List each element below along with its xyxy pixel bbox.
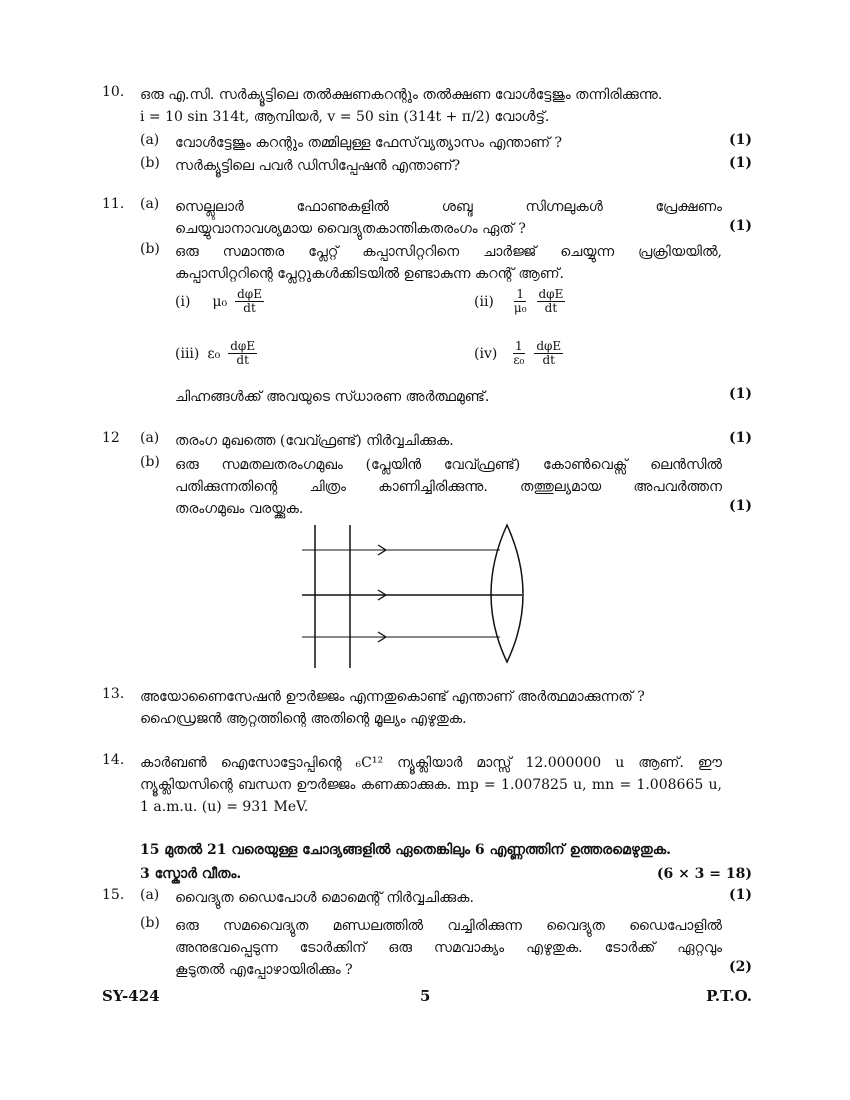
question-number: 14.	[102, 752, 125, 768]
question-text: അയോണൈസേഷൻ ഊർജ്ജം എന്നതുകൊണ്ട് എന്താണ് അർത്ഥമാക്കുന്നത് ?	[140, 689, 645, 705]
marks: (1)	[729, 430, 752, 446]
section-total: (6 × 3 = 18)	[656, 866, 752, 882]
marks: (1)	[729, 386, 752, 402]
marks: (1)	[729, 218, 752, 234]
part-label: (b)	[140, 155, 160, 171]
symbols-note: ചിഹ്നങ്ങൾക്ക് അവയുടെ സ്ധാരണ അർത്ഥമുണ്ട്.	[175, 389, 490, 405]
marks: (2)	[729, 959, 752, 975]
part-a-text: വൈദ്യുത ഡൈപോൾ മൊമെന്റ് നിർവ്വചിക്കുക.	[175, 890, 474, 906]
marks: (1)	[729, 155, 752, 171]
question-11	[102, 196, 752, 411]
question-number: 12	[102, 430, 120, 446]
marks: (1)	[729, 132, 752, 148]
part-label: (b)	[140, 454, 160, 470]
pto-label: P.T.O.	[706, 987, 752, 1005]
part-a-text: സെല്ലുലാർ ഫോണുകളിൽ ശബ്ദ സിഗ്നലുകൾ പ്രേക്ഷണം ചെയ്യുവാനാവശ്യമായ വൈദ്യുതകാന്തികതരംഗം ഏത് ?	[175, 199, 722, 237]
question-text: കാർബൺ ഐസോട്ടോപ്പിന്റെ ₆C¹² ന്യൂക്ലിയാർ മാസ്സ് 12.000000 u ആണ്. ഈ	[140, 755, 722, 771]
question-number: 15.	[102, 887, 125, 903]
marks: (1)	[729, 498, 752, 514]
part-label: (a)	[140, 887, 160, 903]
marks: (1)	[729, 887, 752, 903]
part-label: (b)	[140, 241, 160, 257]
part-label: (b)	[140, 915, 160, 931]
question-13	[102, 686, 752, 736]
fraction: $\frac{\text{dφE}}{dt}$	[237, 287, 262, 315]
option-i: (i) μ₀ $\frac{\text{dφE}}{dt}$	[175, 287, 262, 315]
equation: i = 10 sin 314t, ആമ്പിയർ, v = 50 sin (314t + π/2) വോൾട്ട്.	[140, 109, 550, 125]
question-text: ന്യൂക്ലിയസിന്റെ ബന്ധന ഊർജ്ജം കണക്കാക്കുക. mp = 1.007825 u, mn = 1.008665 u,	[140, 777, 722, 793]
question-text: ഹൈഡ്രജൻ ആറ്റത്തിന്റെ അതിന്റെ മൂല്യം എഴുതുക.	[140, 711, 467, 727]
part-b-text: ഒരു സമാന്തര പ്ലേറ്റ് കപ്പാസിറ്ററിനെ ചാർജ്ജ് ചെയ്യുന്ന പ്രക്രിയയിൽ, കപ്പാസിറ്ററിന്റെ പ്ലേറ്റുകൾക്കിടയിൽ ഉണ്ടാകുന്ന കറന്റ് ആണ്.	[175, 244, 722, 282]
part-a-text: വോൾട്ടേജും കറന്റും തമ്മിലുള്ള ഫേസ്‌വ്യത്യാസം എന്താണ് ?	[175, 135, 563, 151]
question-number: 13.	[102, 686, 125, 702]
part-label: (a)	[140, 430, 160, 446]
question-10	[102, 84, 752, 174]
plane-wavefront-lens-diagram	[290, 520, 540, 670]
paper-code: SY-424	[102, 987, 160, 1005]
section-instruction: 15 മുതൽ 21 വരെയുള്ള ചോദ്യങ്ങളിൽ ഏതെങ്കിലും 6 എണ്ണത്തിന് ഉത്തരമെഴുതുക. 3 സ്കോർ വീതം. (6 × 3 = 18)	[140, 838, 752, 886]
page-number: 5	[420, 987, 431, 1005]
part-b-text: സർക്യൂട്ടിലെ പവർ ഡിസിപ്പേഷൻ എന്താണ്?	[175, 158, 461, 174]
option-iii: (iii) ε₀ $\frac{\text{dφE}}{dt}$	[175, 339, 256, 367]
part-label: (a)	[140, 196, 160, 212]
question-15	[102, 887, 752, 982]
question-intro: ഒരു എ.സി. സർക്യൂട്ടിലെ തൽക്ഷണകറന്റും തൽക്ഷണ വോൾട്ടേജും തന്നിരിക്കുന്നു. i = 10 sin 314t, ആമ്പിയർ, v = 50 sin (314t + π/2) വോൾട്ട്.	[140, 84, 722, 128]
question-14	[102, 752, 752, 822]
convex-lens	[491, 525, 523, 662]
part-b-text: ഒരു സമവൈദ്യുത മണ്ഡലത്തിൽ വച്ചിരിക്കുന്ന വൈദ്യുത ഡൈപോളിൽ അനുഭവപ്പെടുന്ന ടോർക്കിന് ഒരു സമവാക്യം എഴുതുക. ടോർക്ക് ഏറ്റവും കൂടുതൽ എപ്പോഴായിരിക്കും ?	[175, 918, 722, 978]
option-ii: (ii) $\frac{1}{\text{μ₀}}$ $\frac{\text{dφE}}{dt}$	[474, 287, 564, 315]
question-number: 10.	[102, 84, 125, 100]
part-a-text: തരംഗ മുഖത്തെ (വേവ്ഫ്രണ്ട്) നിർവ്വചിക്കുക.	[175, 433, 454, 449]
part-label: (a)	[140, 132, 160, 148]
option-iv: (iv) $\frac{1}{\text{ε₀}}$ $\frac{\text{dφE}}{dt}$	[474, 339, 562, 367]
question-text: 1 a.m.u. (u) = 931 MeV.	[140, 799, 309, 815]
part-b-text: ഒരു സമതലതരംഗമുഖം (പ്ലേയിൻ വേവ്ഫ്രണ്ട്) കോൺവെക്സ് ലെൻസിൽ പതിക്കുന്നതിന്റെ ചിത്രം കാണിച്ചിരിക്കുന്നു. തത്തുല്യമായ അപവർത്തന തരംഗമുഖം വരയ്ക്കുക.	[175, 457, 722, 517]
question-number: 11.	[102, 196, 125, 212]
